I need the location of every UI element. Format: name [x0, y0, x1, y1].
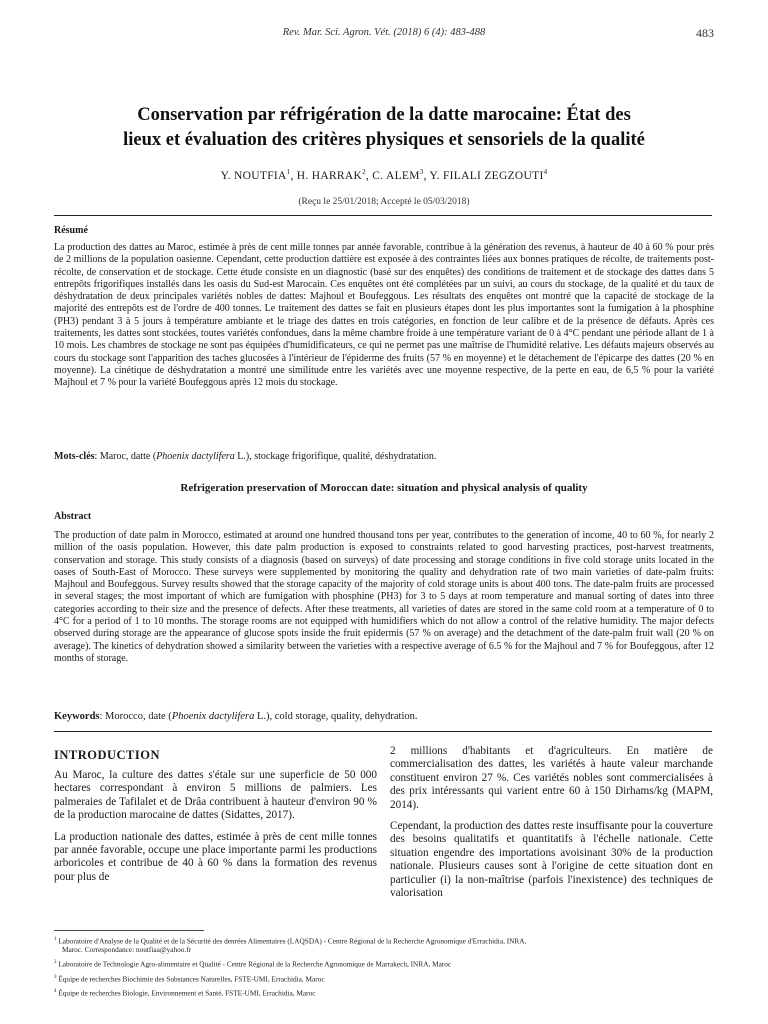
keywords-label: Keywords — [54, 711, 100, 722]
footnote-2 — [54, 958, 714, 968]
title-line-2: lieux et évaluation des critères physiques et sensoriels de la qualité — [123, 130, 645, 150]
keywords-species: Phoenix dactylifera — [171, 711, 255, 722]
intro-paragraph-4: Cependant, la production des dattes reste insuffisante pour la couverture des besoins qualitatifs et quantitatifs à l'échelle nationale. Cette situation engendre des importations avoisinant 30% de la production nationale. Plusieurs causes sont à l'origine de cette situation dont en particulier (i) la non-maîtrise (parfois l'inexistence) des techniques de valorisation — [390, 820, 713, 900]
intro-paragraph-1: Au Maroc, la culture des dattes s'étale sur une superficie de 50 000 hectares correspondant à environ 5 millions de palmiers. Les palmeraies de Tafilalet et de Drâa contribuent à hauteur d'environ 90 % de la production marocaine de dattes (Sidattes, 2017). — [54, 769, 377, 822]
author-4-affil: 4 — [543, 168, 548, 176]
section-divider — [54, 731, 712, 732]
title-line-1: Conservation par réfrigération de la datte marocaine: État des — [137, 105, 631, 125]
abstract-heading: Abstract — [54, 511, 92, 522]
author-3-affil: 3 — [419, 168, 424, 176]
footnote-3 — [54, 973, 714, 983]
keywords — [54, 711, 714, 723]
footnote-3-number: 3 — [54, 974, 57, 980]
english-title: Refrigeration preservation of Moroccan date: situation and physical analysis of quality — [180, 482, 588, 494]
footnotes — [54, 935, 714, 1002]
keywords-post: L.), cold storage, quality, dehydration. — [254, 711, 418, 722]
mots-cles-species: Phoenix dactylifera — [156, 451, 235, 462]
page-number: 483 — [696, 26, 714, 40]
resume-text: La production des dattes au Maroc, estimée à près de cent mille tonnes par année favorable, contribue à la génération des revenus, à hauteur de 40 à 60 % pour près de 2 millions de la population oasienne. Cependant, cette production dattière est exposée à des contraintes liées aux bonnes pratiques de récolte, de traitements post-récolte, de conservation et de stockage. Cette étude consiste en un diagnostic (basé sur des enquêtes) des conditions de traitement et de stockage des dattes dans 5 entrepôts frigorifiques installés dans les oasis du Sud-est Marocain. Ces enquêtes ont été complétées par un suivi, au cours du stockage, de la qualité et du taux de déshydratation de deux principales variétés nobles de dattes: Majhoul et Boufeggous. Les résultats des enquêtes ont montré que la capacité de stockage de la majorité des entrepôts est de l'ordre de 400 tonnes. Le traitement des dattes se fait en plusieurs étapes dont les plus importantes sont la fumigation à la phosphine (PH3) pendant 3 à 5 jours à température ambiante et le triage des dattes en trois catégories, en fonction de leur calibre et de la présence de défauts. Après ces traitements, les dattes sont stockées, toutes variétés confondues, dans la même chambre froide à une température variant de 0 à 4°C pendant une période allant de 1 à 10 mois. Les chambres de stockage ne sont pas équipées d'humidificateurs, ce qui ne permet pas une maîtrise de l'humidité relative. Les défauts majeurs observés au cours du stockage sont l'apparition des taches glucosées à l'intérieur de l'épiderme des fruits (57 % en moyenne) et le détachement de l'épicarpe des dattes (20 % en moyenne). La cinétique de déshydratation a montré une similitude entre les variétés avec une moyenne respective, de la perte en eau, de 6,5 % pour la variété Majhoul et 7 % pour la variété Boufeggous après 12 mois du stockage. — [54, 242, 714, 389]
mots-cles-post: L.), stockage frigorifique, qualité, déshydratation. — [234, 451, 437, 462]
footnote-2-text: Laboratoire de Technologie Agro-alimentaire et Qualité - Centre Régional de la Recherche Agronomique de Marrakech, INRA, Maroc — [56, 959, 452, 969]
footnote-1-continued: Maroc. Correspondance: noutfiaa@yahoo.fr — [62, 945, 192, 955]
footnote-3-text: Équipe de recherches Biochimie des Substances Naturelles, FSTE-UMI, Errachidia, Maroc — [56, 974, 325, 984]
mots-cles — [54, 451, 714, 463]
intro-paragraph-2: La production nationale des dattes, estimée à près de cent mille tonnes par année favorable, occupe une place importante parmi les productions arboricoles et contribue de 40 à 60 % dans la formation des revenus pour plus de — [54, 830, 377, 883]
journal-reference: Rev. Mar. Sci. Agron. Vét. (2018) 6 (4): 483-488 — [282, 27, 486, 38]
mots-cles-pre: : Maroc, datte ( — [94, 451, 157, 462]
author-list — [0, 168, 768, 182]
footnote-4-text: Équipe de recherches Biologie, Environnement et Santé, FSTE-UMI, Errachidia, Maroc — [56, 988, 316, 998]
left-column — [54, 769, 377, 892]
footnote-divider — [54, 930, 204, 931]
received-accepted-dates: (Reçu le 25/01/2018; Accepté le 05/03/2018) — [298, 197, 470, 207]
author-3: , C. ALEM — [365, 169, 420, 182]
footnote-1 — [54, 935, 714, 945]
footnote-1-number: 1 — [54, 937, 57, 942]
footnote-4-number: 4 — [54, 989, 57, 995]
author-4: , Y. FILALI ZEGZOUTI — [423, 169, 544, 182]
intro-paragraph-3: 2 millions d'habitants et d'agriculteurs. En matière de commercialisation des dattes, les variétés à haute valeur marchande constituent environ 27 %. Ces variétés nobles sont commercialisées à des prix intéressants qui varient entre 60 à 150 Dirhams/kg (MAPM, 2014). — [390, 745, 713, 811]
keywords-pre: : Morocco, date ( — [99, 711, 172, 722]
footnote-1-text: Laboratoire d'Analyse de la Qualité et de la Sécurité des denrées Alimentaires (LAQSDA) - Centre Régional de la Recherche Agronomique d'Errachidia, INRA, — [56, 936, 527, 946]
author-1-affil: 1 — [286, 168, 291, 176]
mots-cles-label: Mots-clés — [54, 451, 95, 462]
footnote-4 — [54, 987, 714, 997]
abstract-text: The production of date palm in Morocco, estimated at around one hundred thousand tons per year, contributes to the generation of income, 40 to 60 %, for nearly 2 million of the oasis population. However, this date palm production is exposed to constraints related to good harvesting practices, post-harvest treatments, conservation and storage. This study consists of a diagnosis (based on surveys) of date processing and storage conditions in five cold storage units located in the oases of South-East of Morocco. These surveys were supplemented by monitoring the quality and dehydration rate of two main varieties of date-palm fruits: Majhoul and Boufeggous. Survey results showed that the storage capacity of the majority of cold storage units is about 400 tons. The date-palm fruits are processed in several stages; the most important of which are fumigation with phosphine (PH3) for 3 to 5 days at room temperature and manual sorting of dates into three categories according to their size and the presence of defects. After these treatments, all varieties of dates are stored in the same cold room at a temperature of 0 to 4°C for a period of 1 to 10 months. The storage rooms are not equipped with humidifiers which do not allow a control of the relative humidity. The major defects observed during storage are the appearance of glucose spots inside the fruit epidermis (57 % on average) and the detachment of the date-palm fruit wall (20 % on average). The kinetics of dehydration showed a similarity between the varieties with a respective average of 6.5 % for the Majhoul and 7 % for Boufeggous, after 12 months of storage. — [54, 530, 714, 664]
author-2: , H. HARRAK — [290, 169, 363, 182]
introduction-heading: INTRODUCTION — [54, 748, 161, 762]
author-1: Y. NOUTFIA — [220, 169, 287, 182]
author-2-affil: 2 — [362, 168, 366, 176]
right-column — [390, 745, 713, 908]
resume-heading: Résumé — [54, 225, 88, 236]
paper-title — [60, 103, 708, 153]
footnote-2-number: 2 — [54, 960, 57, 966]
top-divider — [54, 215, 712, 216]
